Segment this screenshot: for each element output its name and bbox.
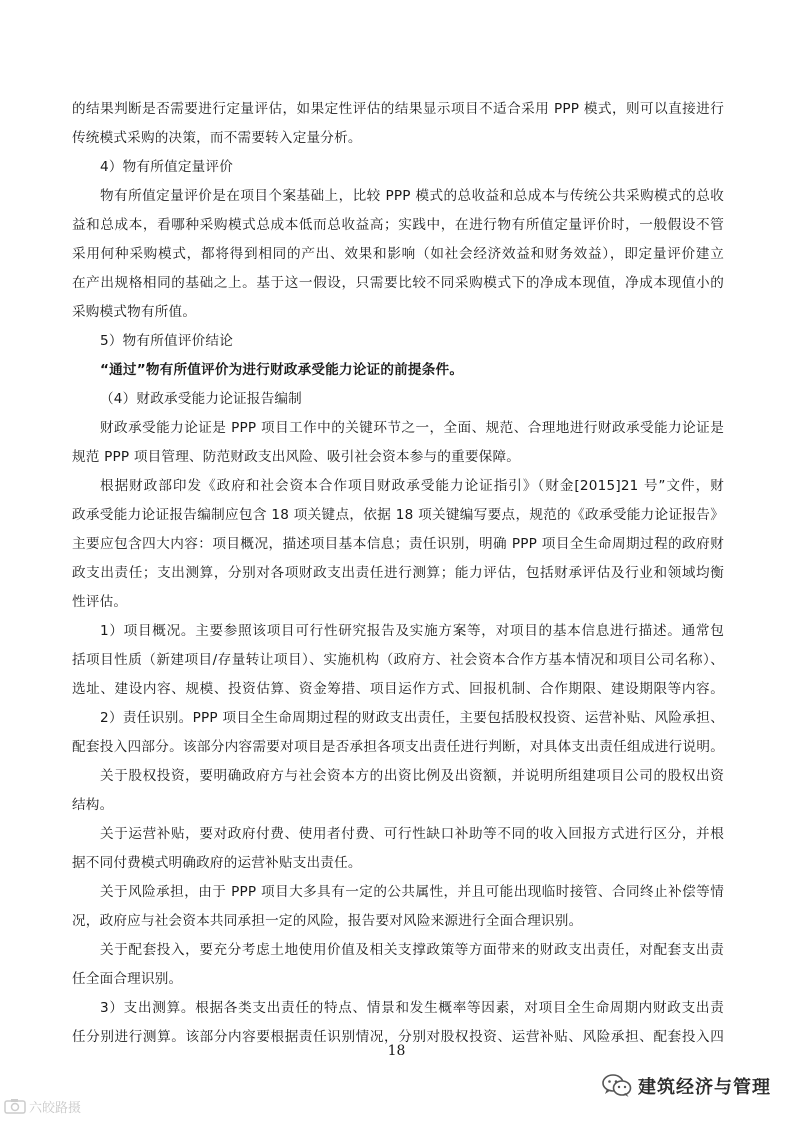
paragraph-line: 主要应包含四大内容：项目概况，描述项目基本信息；责任识别，明确 PPP 项目全生命周期过程的政府财 <box>72 536 724 552</box>
paragraph-line: 2）责任识别。PPP 项目全生命周期过程的财政支出责任，主要包括股权投资、运营补贴、风险承担、 <box>100 710 724 726</box>
bold-statement: “通过”物有所值评价为进行财政承受能力论证的前提条件。 <box>100 362 464 378</box>
paragraph-line: 结构。 <box>72 797 114 813</box>
subsection-heading: 4）物有所值定量评价 <box>100 159 233 175</box>
paragraph-line: 关于风险承担，由于 PPP 项目大多具有一定的公共属性，并且可能出现临时接管、合同终止补偿等情 <box>100 884 724 900</box>
page-number: 18 <box>387 1043 406 1059</box>
subsection-heading: 5）物有所值评价结论 <box>100 333 233 349</box>
paragraph-line: 物有所值定量评价是在项目个案基础上，比较 PPP 模式的总收益和总成本与传统公共采购模式的总收 <box>100 188 724 204</box>
paragraph-line: 任全面合理识别。 <box>72 971 183 987</box>
paragraph-line: 财政承受能力论证是 PPP 项目工作中的关键环节之一，全面、规范、合理地进行财政承受能力论证是 <box>100 420 724 436</box>
paragraph-line: 括项目性质（新建项目/存量转让项目）、实施机构（政府方、社会资本合作方基本情况和项目公司名称）、 <box>72 652 724 668</box>
paragraph-line: 任分别进行测算。该部分内容要根据责任识别情况，分别对股权投资、运营补贴、风险承担、配套投入四 <box>72 1029 724 1045</box>
watermark-right-text: 建筑经济与管理 <box>638 1077 771 1098</box>
paragraph-line: 关于运营补贴，要对政府付费、使用者付费、可行性缺口补助等不同的收入回报方式进行区分，并根 <box>100 826 724 842</box>
watermark-left-text: 六皎路摄 <box>29 1100 82 1116</box>
watermark-right <box>602 1073 771 1099</box>
paragraph-line: 政承受能力论证报告编制应包含 18 项关键点，依据 18 项关键编写要点，规范的《政承受能力论证报告》 <box>72 507 724 523</box>
paragraph-line: 关于股权投资，要明确政府方与社会资本方的出资比例及出资额，并说明所组建项目公司的股权出资 <box>100 768 724 784</box>
paragraph-line: 据不同付费模式明确政府的运营补贴支出责任。 <box>72 855 362 871</box>
paragraph-line: 根据财政部印发《政府和社会资本合作项目财政承受能力论证指引》（财金[2015]21 号”文件，财 <box>100 478 724 494</box>
paragraph-line: 传统模式采购的决策，而不需要转入定量分析。 <box>72 130 362 146</box>
paragraph-line: 1）项目概况。主要参照该项目可行性研究报告及实施方案等，对项目的基本信息进行描述。通常包 <box>100 623 724 639</box>
paragraph-line: 选址、建设内容、规模、投资估算、资金筹措、项目运作方式、回报机制、合作期限、建设期限等内容。 <box>72 681 724 697</box>
paragraph-line: 3）支出测算。根据各类支出责任的特点、情景和发生概率等因素，对项目全生命周期内财政支出责 <box>100 1000 724 1016</box>
camera-icon <box>4 1098 26 1114</box>
paragraph-line: 配套投入四部分。该部分内容需要对项目是否承担各项支出责任进行判断，对具体支出责任组成进行说明。 <box>72 739 724 755</box>
paragraph-line: 益和总成本，看哪种采购模式总成本低而总收益高；实践中，在进行物有所值定量评价时，一般假设不管 <box>72 217 724 233</box>
watermark-left <box>4 1096 81 1116</box>
paragraph-line: 采用何种采购模式，都将得到相同的产出、效果和影响（如社会经济效益和财务效益），即定量评价建立 <box>72 246 724 262</box>
section-heading: （4）财政承受能力论证报告编制 <box>100 391 302 407</box>
wechat-icon <box>602 1074 632 1098</box>
paragraph-line: 的结果判断是否需要进行定量评估，如果定性评估的结果显示项目不适合采用 PPP 模式，则可以直接进行 <box>72 101 724 117</box>
paragraph-line: 在产出规格相同的基础之上。基于这一假设，只需要比较不同采购模式下的净成本现值，净成本现值小的 <box>72 275 724 291</box>
paragraph-line: 政支出责任；支出测算，分别对各项财政支出责任进行测算；能力评估，包括财承评估及行业和领域均衡 <box>72 565 724 581</box>
paragraph-line: 关于配套投入，要充分考虑土地使用价值及相关支撑政策等方面带来的财政支出责任，对配套支出责 <box>100 942 724 958</box>
paragraph-line: 况，政府应与社会资本共同承担一定的风险，报告要对风险来源进行全面合理识别。 <box>72 913 583 929</box>
paragraph-line: 性评估。 <box>72 594 128 610</box>
paragraph-line: 采购模式物有所值。 <box>72 304 197 320</box>
paragraph-line: 规范 PPP 项目管理、防范财政支出风险、吸引社会资本参与的重要保障。 <box>72 449 521 465</box>
